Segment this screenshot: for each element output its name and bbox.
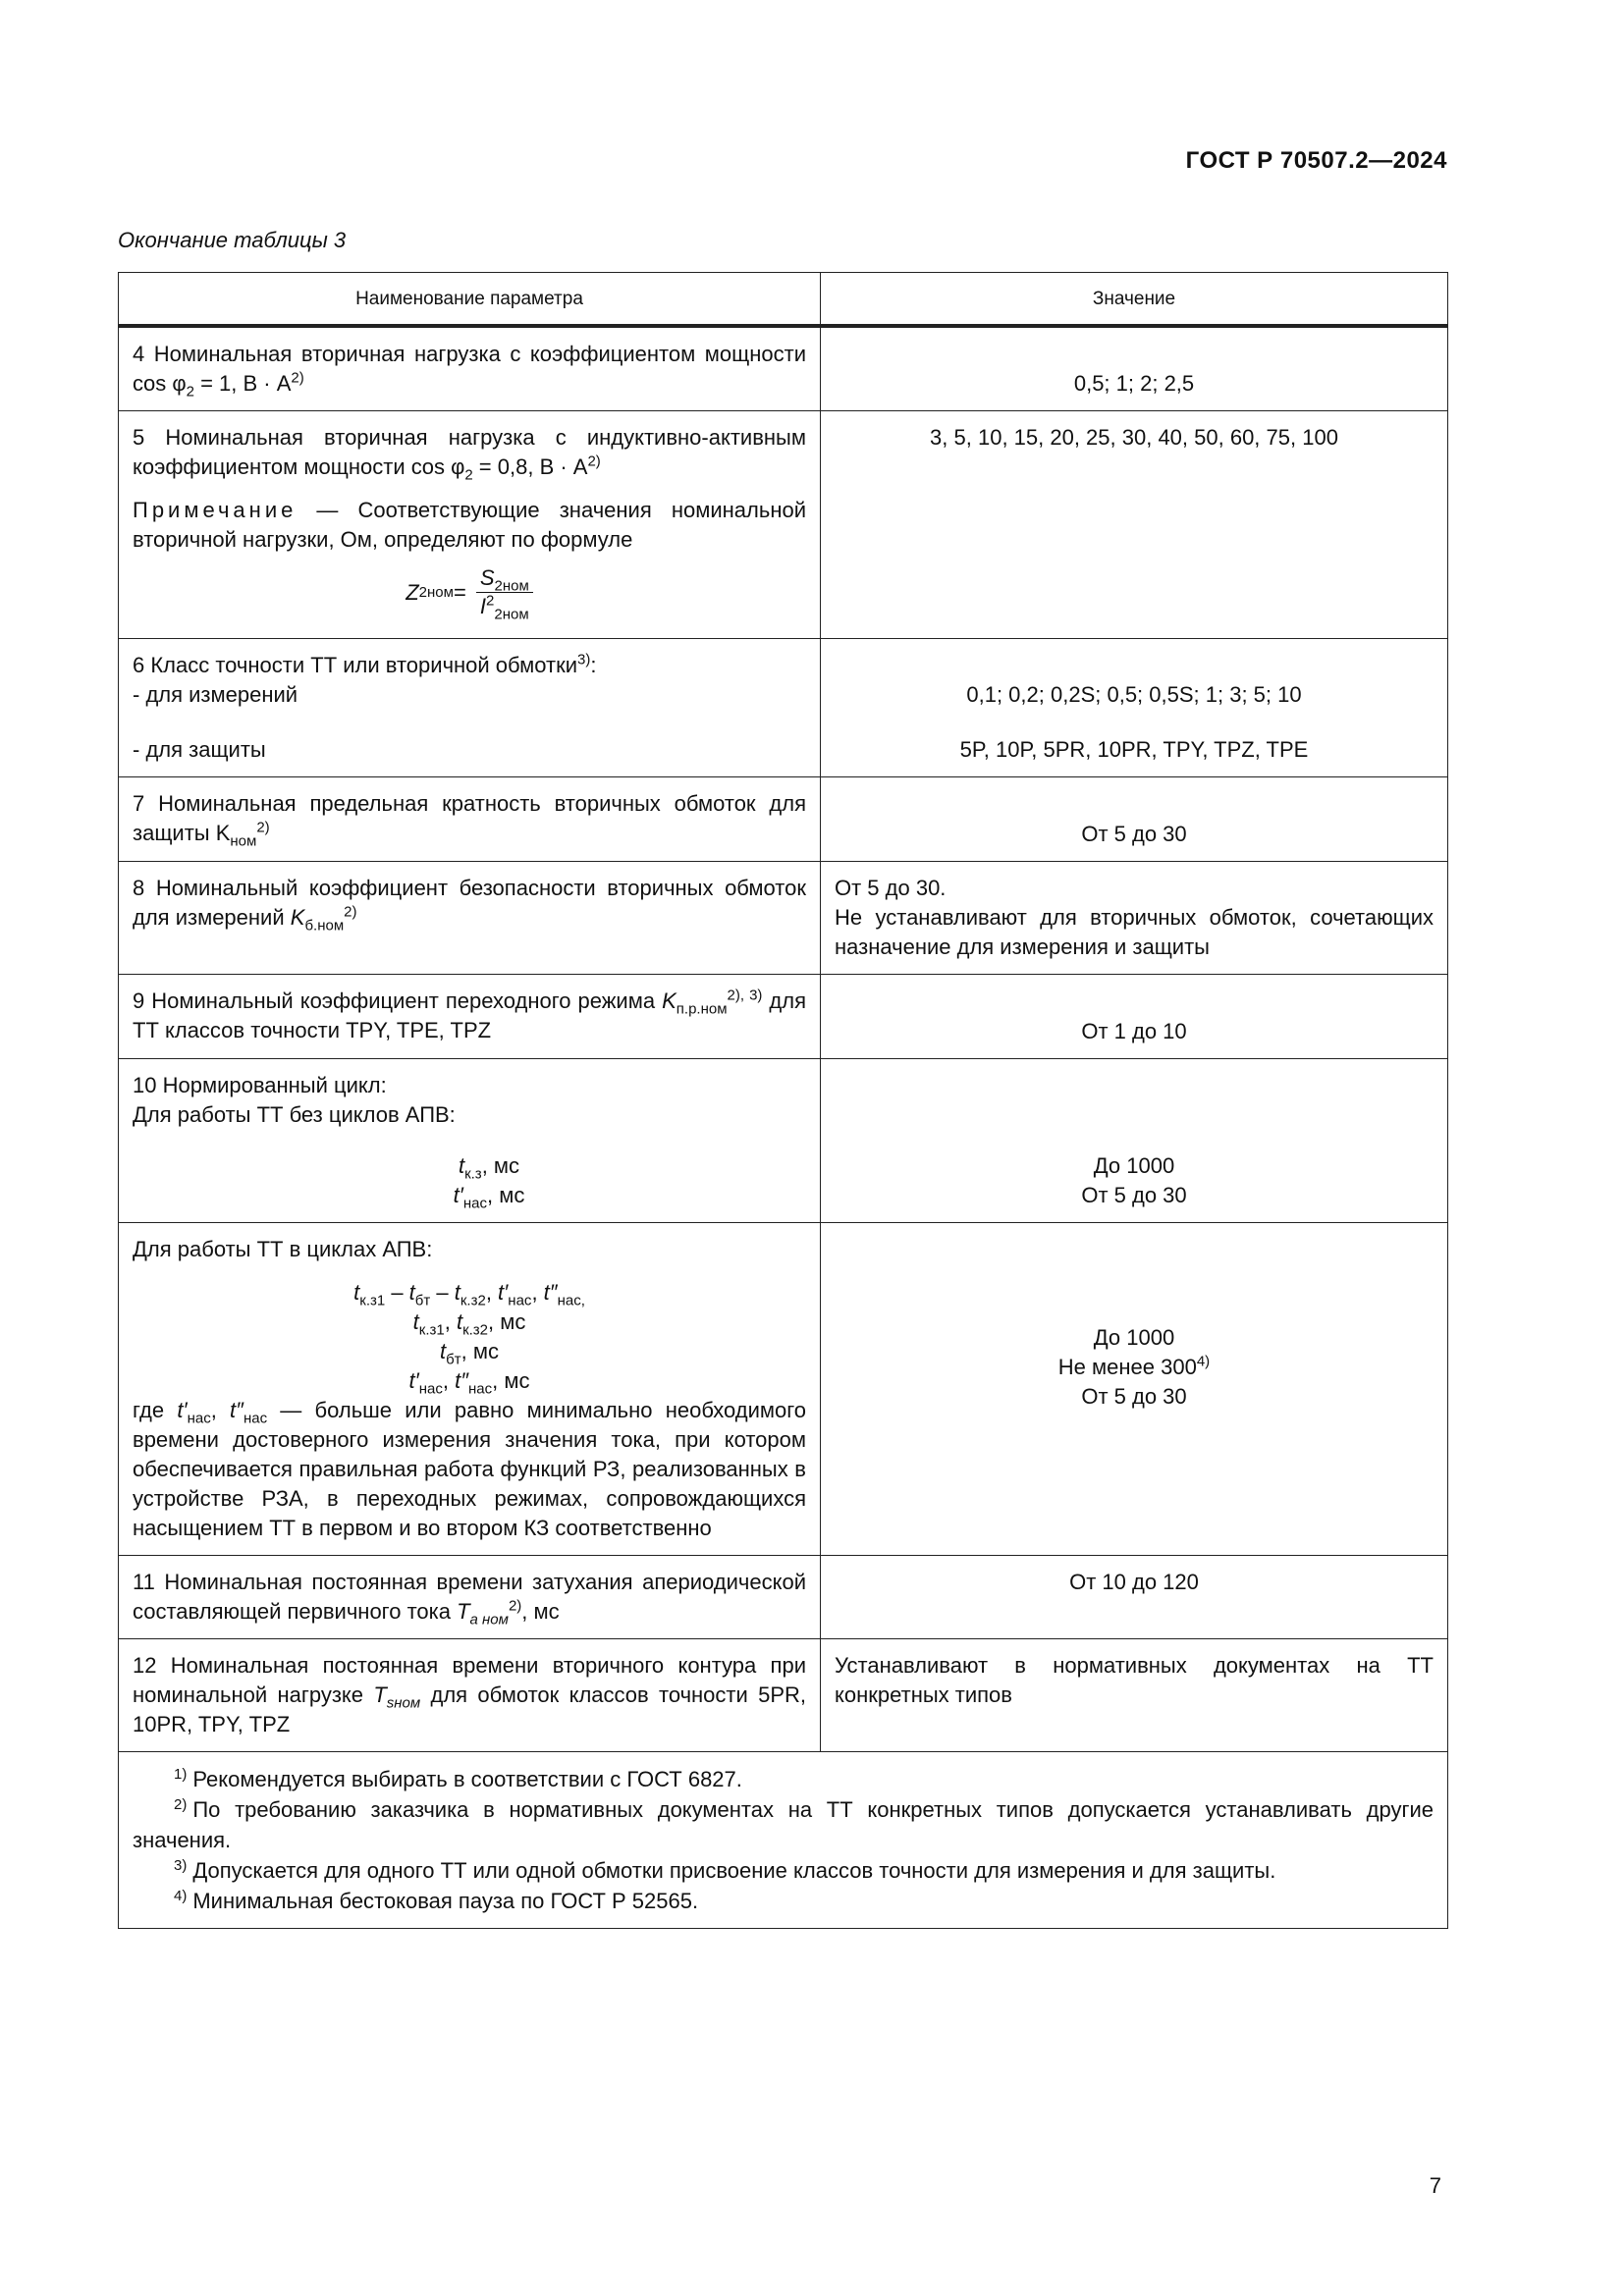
formula-text: –: [385, 1280, 409, 1305]
subscript: sном: [386, 1694, 421, 1712]
formula-subscript: 2ном: [494, 577, 529, 595]
table-row-8: [119, 862, 1448, 975]
footnote-ref: 2): [291, 369, 304, 387]
table-row-5: [119, 411, 1448, 639]
formula-text: ,: [531, 1280, 544, 1305]
formula-symbol: Z: [406, 579, 419, 605]
table-row-10-apv: [119, 1223, 1448, 1556]
formula-symbol: t: [408, 1280, 415, 1305]
value-text: 0,1; 0,2; 0,2S; 0,5; 0,5S; 1; 3; 5; 10: [966, 682, 1302, 707]
footnote-text: Допускается для одного ТТ или одной обмотки присвоение классов точности для измерения и для защиты.: [192, 1858, 1276, 1883]
footnotes-cell: [119, 1752, 1448, 1929]
value-text: 3, 5, 10, 15, 20, 25, 30, 40, 50, 60, 75, 100: [930, 425, 1338, 450]
formula: Z 2ном = $\frac{S_{2ном}}{I^2_{2ном}}$: [133, 564, 806, 620]
table-row-4: [119, 326, 1448, 411]
formula-symbol: t: [454, 1280, 460, 1305]
param-text: 5 Номинальная вторичная нагрузка с индуктивно-активным коэффициентом мощности cos φ: [133, 425, 806, 479]
parameter-cell: [119, 1223, 821, 1556]
symbol: T: [373, 1682, 387, 1707]
footnote-2: [133, 1794, 1434, 1855]
formula-text: , мс: [487, 1183, 525, 1207]
subscript: a ном: [469, 1611, 509, 1629]
param-text: :: [590, 653, 597, 677]
parameter-cell: [119, 1639, 821, 1752]
subscript: 2: [464, 466, 473, 484]
footnote-ref: 2): [508, 1597, 522, 1615]
parameter-cell: [119, 326, 821, 411]
fraction-denominator: [476, 592, 533, 623]
symbol: K: [290, 905, 305, 930]
formula-symbol: t″: [455, 1368, 469, 1393]
value-text: От 10 до 120: [1069, 1570, 1199, 1594]
column-header-value: Значение: [821, 273, 1448, 327]
value-text: 5P, 10P, 5PR, 10PR, TPY, TPZ, TPE: [959, 737, 1309, 762]
value-cell: [821, 1223, 1448, 1556]
symbol: K: [662, 988, 677, 1013]
table-row-12: [119, 1639, 1448, 1752]
value-text: От 5 до 30.: [835, 876, 947, 900]
table-row-7: [119, 777, 1448, 862]
formula-subscript: к.з2: [460, 1292, 486, 1309]
value-text: 0,5; 1; 2; 2,5: [1073, 371, 1195, 396]
footnote-3: [133, 1855, 1434, 1886]
param-text: 8 Номинальный коэффициент безопасности вторичных обмоток для измерений: [133, 876, 806, 930]
formula-subscript: нас: [243, 1410, 268, 1427]
formula-subscript: к.з: [464, 1165, 482, 1183]
footnote-ref: 3): [577, 651, 591, 668]
formula-text: ,: [442, 1368, 456, 1393]
formula-symbol: t′: [408, 1368, 419, 1393]
footnote-text: По требованию заказчика в нормативных документах на ТТ конкретных типов допускается устанавливать другие значения.: [133, 1797, 1434, 1852]
footnotes-row: [119, 1752, 1448, 1929]
parameters-table: [118, 272, 1448, 1929]
formula-symbol: t: [440, 1339, 447, 1363]
formula-superscript: 2: [486, 592, 495, 610]
formula-subscript: нас: [187, 1410, 211, 1427]
value-text: От 1 до 10: [1081, 1019, 1187, 1043]
formula-subscript: к.з1: [418, 1321, 445, 1339]
formula-subscript: 2ном: [494, 606, 529, 623]
param-text: 11 Номинальная постоянная времени затухания апериодической составляющей первичного тока: [133, 1570, 806, 1624]
footnote-1: [133, 1764, 1434, 1794]
value-text: Не менее 300: [1057, 1355, 1197, 1379]
param-text: 7 Номинальная предельная кратность вторичных обмоток для защиты K: [133, 791, 806, 845]
formula-symbol: t″: [230, 1398, 244, 1422]
formula-subscript: нас: [462, 1195, 488, 1212]
value-cell: [821, 639, 1448, 777]
subscript: ном: [230, 832, 257, 850]
parameter-cell: [119, 1059, 821, 1223]
formula-symbol: t: [353, 1280, 360, 1305]
formula-symbol: t: [412, 1309, 419, 1334]
table-caption: Окончание таблицы 3: [118, 228, 347, 252]
footnote-ref: 2): [587, 453, 601, 470]
param-text: 4 Номинальная вторичная нагрузка с коэффициентом мощности cos φ: [133, 342, 806, 396]
table-row-11: [119, 1556, 1448, 1639]
param-text: 10 Нормированный цикл:: [133, 1073, 387, 1097]
formula-fraction: [476, 564, 533, 623]
formula-text: , мс: [481, 1153, 520, 1178]
param-text: для обмоток классов точности 5PR, 10PR, TPY, TPZ: [133, 1682, 806, 1736]
formula-lines: [133, 1151, 806, 1210]
footnote-marker: 2): [174, 1795, 188, 1813]
footnote-text: Минимальная бестоковая пауза по ГОСТ Р 52565.: [192, 1889, 699, 1913]
note-text: — Соответствующие значения номинальной вторичной нагрузки, Ом, определяют по формуле: [133, 498, 806, 552]
footnote-4: [133, 1886, 1434, 1916]
formula-symbol: t: [458, 1153, 465, 1178]
formula-text: , мс: [488, 1309, 526, 1334]
value-text: До 1000: [1093, 1325, 1175, 1350]
formula-symbol: t″: [543, 1280, 558, 1305]
formula-symbol: t′: [498, 1280, 509, 1305]
footnote-text: Рекомендуется выбирать в соответствии с ГОСТ 6827.: [192, 1767, 742, 1791]
param-text: = 1, В · А: [193, 371, 292, 396]
param-text: , мс: [521, 1599, 560, 1624]
param-text: — больше или равно минимально необходимого времени достоверного измерения значения тока, при котором обеспечивается правильная работа функций РЗ, реализованных в устройстве РЗА, в переходных режимах, сопровождающихся насыщением ТТ в первом и во втором КЗ соответственно: [133, 1398, 806, 1540]
formula-subscript: бт: [414, 1292, 431, 1309]
footnote-ref: 4): [1196, 1353, 1211, 1370]
param-text-block: [133, 423, 806, 482]
param-text: 12 Номинальная постоянная времени вторичного контура при номинальной нагрузке: [133, 1653, 806, 1707]
param-text: 6 Класс точности ТТ или вторичной обмотки: [133, 653, 578, 677]
formula-subscript: нас,: [557, 1292, 585, 1309]
table-header-row: [119, 273, 1448, 327]
footnote-ref: 2): [344, 903, 357, 921]
footnote-marker: 4): [174, 1887, 188, 1904]
formula-text: , мс: [492, 1368, 530, 1393]
parameter-cell: [119, 411, 821, 639]
formula-subscript: нас: [418, 1380, 443, 1398]
formula-subscript: к.з2: [462, 1321, 489, 1339]
formula-text: ,: [444, 1309, 457, 1334]
formula-symbol: t′: [177, 1398, 188, 1422]
parameter-cell: [119, 639, 821, 777]
symbol: T: [457, 1599, 470, 1624]
column-header-parameter: Наименование параметра: [119, 273, 821, 327]
value-cell: [821, 1639, 1448, 1752]
value-text: До 1000: [1093, 1153, 1175, 1178]
parameter-cell: [119, 1556, 821, 1639]
parameter-cell: [119, 777, 821, 862]
standard-code: ГОСТ Р 70507.2—2024: [1185, 147, 1447, 174]
value-text: От 5 до 30: [1081, 822, 1187, 846]
formula-text: –: [430, 1280, 455, 1305]
where-explanation: [133, 1396, 806, 1543]
value-cell: [821, 411, 1448, 639]
value-cell: [821, 777, 1448, 862]
value-cell: [821, 326, 1448, 411]
footnote-marker: 1): [174, 1765, 188, 1783]
table-row-9: [119, 975, 1448, 1059]
value-text: Не устанавливают для вторичных обмоток, сочетающих назначение для измерения и защиты: [835, 905, 1434, 959]
footnote-ref: 2), 3): [727, 987, 763, 1004]
formula-text: ,: [485, 1280, 499, 1305]
page-number: 7: [1429, 2173, 1441, 2198]
formula-subscript: к.з1: [359, 1292, 386, 1309]
formula-equals: =: [453, 579, 466, 605]
subscript: 2: [186, 383, 194, 400]
subscript: б.ном: [304, 917, 345, 934]
table-row-10: [119, 1059, 1448, 1223]
value-cell: [821, 1556, 1448, 1639]
value-cell: [821, 862, 1448, 975]
param-subitem: - для защиты: [133, 737, 266, 762]
value-cell: [821, 1059, 1448, 1223]
param-text: Для работы ТТ в циклах АПВ:: [133, 1237, 433, 1261]
formula-symbol: I: [479, 594, 487, 618]
note-block: [133, 496, 806, 555]
footnote-marker: 3): [174, 1856, 188, 1874]
formula-subscript: нас: [468, 1380, 493, 1398]
formula-subscript: бт: [446, 1351, 461, 1368]
value-cell: [821, 975, 1448, 1059]
formula-symbol: t: [456, 1309, 463, 1334]
param-text: для ТТ классов точности TPY, TPE, TPZ: [133, 988, 807, 1042]
footnote-ref: 2): [256, 819, 270, 836]
formula-symbol: S: [479, 565, 495, 590]
value-text: Устанавливают в нормативных документах на ТТ конкретных типов: [835, 1653, 1434, 1707]
fraction-numerator: [476, 564, 533, 593]
subscript: п.р.ном: [676, 1000, 728, 1018]
param-text: где: [133, 1398, 178, 1422]
note-label: Примечание: [133, 498, 298, 522]
value-text: От 5 до 30: [1081, 1384, 1187, 1409]
formula-symbol: t′: [453, 1183, 463, 1207]
param-text: = 0,8, В · А: [472, 454, 588, 479]
param-text: 9 Номинальный коэффициент переходного режима: [133, 988, 663, 1013]
parameter-cell: [119, 862, 821, 975]
value-text: От 5 до 30: [1081, 1183, 1187, 1207]
formula-lines: [133, 1278, 806, 1396]
param-subitem: - для измерений: [133, 682, 298, 707]
table-row-6: [119, 639, 1448, 777]
formula-text: , мс: [460, 1339, 499, 1363]
param-text: ,: [210, 1398, 231, 1422]
formula-subscript: нас: [508, 1292, 532, 1309]
param-text: Для работы ТТ без циклов АПВ:: [133, 1102, 456, 1127]
parameter-cell: [119, 975, 821, 1059]
